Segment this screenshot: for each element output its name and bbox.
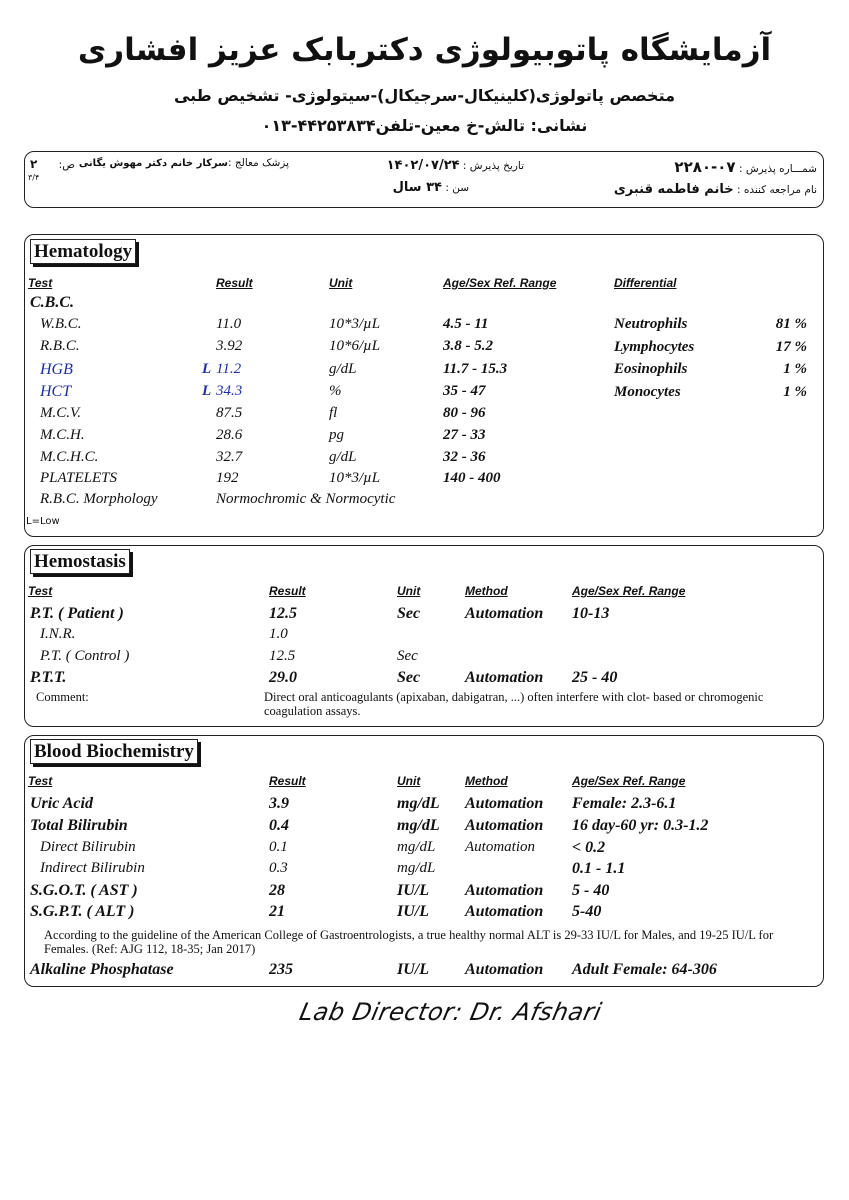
unit-value: mg/dL <box>397 817 440 834</box>
ref-range: Female: 2.3-6.1 <box>572 795 677 812</box>
differential-value: 1 % <box>783 361 807 377</box>
hemo-header-result: Result <box>269 584 306 598</box>
bio-header-result: Result <box>269 774 306 788</box>
ref-range: 16 day-60 yr: 0.3-1.2 <box>572 817 709 834</box>
hemo-header-range: Age/Sex Ref. Range <box>572 584 686 598</box>
page-fraction: ۳/۴ <box>28 173 40 182</box>
lab-title: آزمایشگاه پاتوبیولوژی دکتربابک عزیز افشاری <box>77 32 772 68</box>
ref-range: 0.1 - 1.1 <box>572 860 626 877</box>
ref-range: 32 - 36 <box>443 449 486 465</box>
unit-value: g/dL <box>329 361 357 377</box>
method-value: Automation <box>465 903 544 920</box>
comment-label: Comment: <box>36 690 89 704</box>
unit-value: g/dL <box>329 449 357 465</box>
method-value: Automation <box>465 795 544 812</box>
unit-value: 10*3/µL <box>329 470 381 486</box>
ref-range: 3.8 - 5.2 <box>443 338 493 354</box>
result-value: 32.7 <box>216 449 243 465</box>
unit-value: % <box>329 383 342 399</box>
lab-address: نشانی: تالش-خ معین-تلفن۴۴۲۵۳۸۳۴-۰۱۳ <box>261 116 588 135</box>
hemostasis-tag: Hemostasis <box>30 549 130 574</box>
test-name: Indirect Bilirubin <box>40 860 145 876</box>
test-name: M.C.H.C. <box>40 449 99 465</box>
ref-range: 5-40 <box>572 903 602 920</box>
method-value: Automation <box>465 839 535 855</box>
ref-range: 25 - 40 <box>572 669 618 686</box>
test-name: Total Bilirubin <box>30 817 128 834</box>
differential-value: 17 % <box>775 339 807 355</box>
result-value: 87.5 <box>216 405 243 421</box>
result-value: 3.92 <box>216 338 243 354</box>
ref-range: Adult Female: 64-306 <box>572 961 717 978</box>
treating-doctor: پزشک معالج :سرکار خانم دکتر مهوش یگانی <box>78 157 289 169</box>
ref-range: 80 - 96 <box>443 405 486 421</box>
comment-text: Direct oral anticoagulants (apixaban, dabigatran, ...) often interfere with clot- based or chromogenic coagulation assays. <box>264 690 764 718</box>
test-name: Uric Acid <box>30 795 93 812</box>
differential-value: 81 % <box>775 316 807 332</box>
result-value: 34.3 <box>216 383 243 399</box>
alt-guideline-note: According to the guideline of the American College of Gastroentrologists, a true healthy normal ALT is 29-33 IU/L for Males, and 19-25 IU/L for Females. (Ref: AJG 112, 18-35; Jan 2017) <box>44 928 774 956</box>
test-name: R.B.C. Morphology <box>40 491 158 507</box>
ref-range: 140 - 400 <box>443 470 501 486</box>
test-name: PLATELETS <box>40 470 117 486</box>
page-number: ص: ۲ <box>30 157 75 171</box>
result-value: 235 <box>269 961 293 978</box>
unit-value: mg/dL <box>397 795 440 812</box>
ref-range: < 0.2 <box>572 839 606 856</box>
test-name: Alkaline Phosphatase <box>30 961 174 978</box>
flag-indicator: L <box>202 383 212 399</box>
col-header-test: Test <box>28 276 53 290</box>
method-value: Automation <box>465 817 544 834</box>
patient-name: نام مراجعه کننده : خانم فاطمه قنبری <box>613 182 817 197</box>
result-value: Normochromic & Normocytic <box>216 491 396 507</box>
test-name: Direct Bilirubin <box>40 839 136 855</box>
test-name: W.B.C. <box>40 316 82 332</box>
result-value: 3.9 <box>269 795 289 812</box>
differential-name: Lymphocytes <box>614 339 695 355</box>
test-name: HGB <box>40 361 73 378</box>
unit-value: mg/dL <box>397 839 436 855</box>
reception-date: تاریخ پذیرش : ۱۴۰۲/۰۷/۲۴ <box>386 158 524 173</box>
result-value: 12.5 <box>269 605 297 622</box>
test-name: M.C.H. <box>40 427 85 443</box>
test-name: P.T.T. <box>30 669 67 686</box>
hemo-header-unit: Unit <box>397 584 421 598</box>
cbc-section-title: C.B.C. <box>30 294 75 311</box>
lab-director-signature: Lab Director: Dr. Afshari <box>297 998 605 1026</box>
unit-value: Sec <box>397 648 418 664</box>
differential-name: Monocytes <box>614 384 681 400</box>
test-name: S.G.P.T. ( ALT ) <box>30 903 135 920</box>
flag-legend: L=Low <box>26 516 60 527</box>
test-name: P.T. ( Control ) <box>40 648 130 664</box>
col-header-range: Age/Sex Ref. Range <box>443 276 557 290</box>
biochemistry-tag: Blood Biochemistry <box>30 739 198 764</box>
result-value: 11.2 <box>216 361 242 377</box>
test-name: HCT <box>40 383 72 400</box>
result-value: 12.5 <box>269 648 296 664</box>
bio-header-unit: Unit <box>397 774 421 788</box>
method-value: Automation <box>465 669 544 686</box>
ref-range: 4.5 - 11 <box>443 316 489 332</box>
unit-value: fl <box>329 405 338 421</box>
differential-value: 1 % <box>783 384 807 400</box>
patient-age: سن : ۳۴ سال <box>392 180 469 195</box>
result-value: 29.0 <box>269 669 297 686</box>
col-header-differential: Differential <box>614 276 677 290</box>
differential-name: Neutrophils <box>614 316 688 332</box>
result-value: 28.6 <box>216 427 243 443</box>
result-value: 21 <box>269 903 285 920</box>
hematology-tag: Hematology <box>30 239 136 264</box>
result-value: 0.4 <box>269 817 289 834</box>
unit-value: Sec <box>397 669 421 686</box>
hemo-header-method: Method <box>465 584 508 598</box>
lab-specialty: متخصص پاتولوژی(کلینیکال-سرجیکال)-سیتولوژی- تشخیص طبی <box>173 86 676 105</box>
result-value: 11.0 <box>216 316 242 332</box>
bio-header-test: Test <box>28 774 53 788</box>
unit-value: 10*3/µL <box>329 316 381 332</box>
flag-indicator: L <box>202 361 212 377</box>
unit-value: IU/L <box>397 882 429 899</box>
method-value: Automation <box>465 882 544 899</box>
test-name: I.N.R. <box>40 626 76 642</box>
ref-range: 10-13 <box>572 605 610 622</box>
result-value: 0.1 <box>269 839 288 855</box>
method-value: Automation <box>465 961 544 978</box>
test-name: S.G.O.T. ( AST ) <box>30 882 138 899</box>
col-header-unit: Unit <box>329 276 353 290</box>
unit-value: pg <box>329 427 344 443</box>
hemo-header-test: Test <box>28 584 53 598</box>
result-value: 192 <box>216 470 239 486</box>
ref-range: 27 - 33 <box>443 427 486 443</box>
ref-range: 35 - 47 <box>443 383 486 399</box>
bio-header-range: Age/Sex Ref. Range <box>572 774 686 788</box>
col-header-result: Result <box>216 276 253 290</box>
unit-value: Sec <box>397 605 421 622</box>
ref-range: 5 - 40 <box>572 882 610 899</box>
unit-value: IU/L <box>397 903 429 920</box>
result-value: 0.3 <box>269 860 288 876</box>
ref-range: 11.7 - 15.3 <box>443 361 508 377</box>
bio-header-method: Method <box>465 774 508 788</box>
result-value: 1.0 <box>269 626 288 642</box>
result-value: 28 <box>269 882 285 899</box>
unit-value: mg/dL <box>397 860 436 876</box>
reception-number: شمـــاره پذیرش : ۰۷-۲۲۸۰ <box>674 158 817 176</box>
test-name: R.B.C. <box>40 338 80 354</box>
unit-value: IU/L <box>397 961 429 978</box>
unit-value: 10*6/µL <box>329 338 381 354</box>
method-value: Automation <box>465 605 544 622</box>
differential-name: Eosinophils <box>614 361 688 377</box>
test-name: M.C.V. <box>40 405 81 421</box>
test-name: P.T. ( Patient ) <box>30 605 124 622</box>
